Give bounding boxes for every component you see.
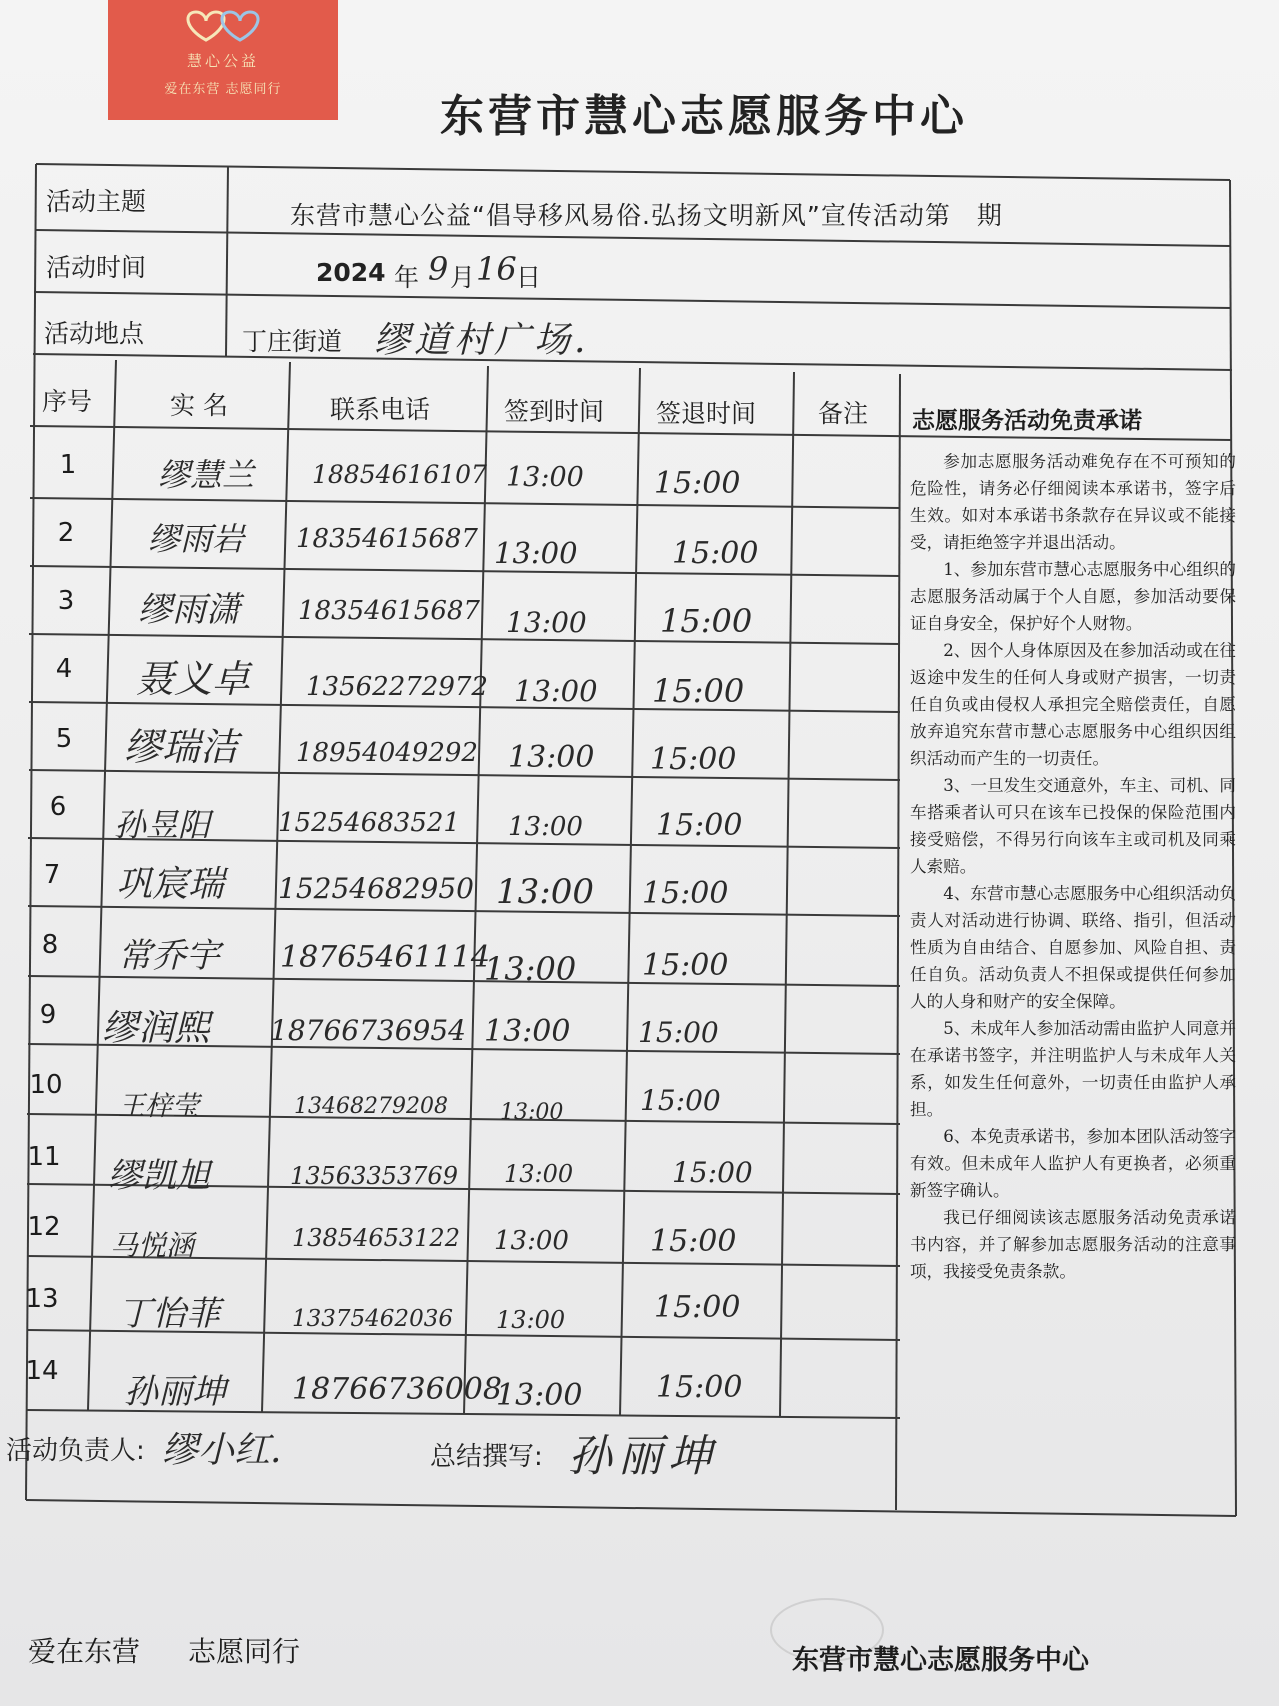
- row-checkout: 15:00: [654, 1290, 741, 1325]
- row-checkin: 13:00: [506, 462, 584, 493]
- row-number: 11: [27, 1142, 61, 1172]
- waiver-paragraph: 4、东营市慧心志愿服务中心组织活动负责人对活动进行协调、联络、指引，但活动性质为自由结合、自愿参加、风险自担、责任自负。活动负责人不担保或提供任何参加人的人身和财产的安全保障。: [910, 884, 1236, 1011]
- row-phone: 13468279208: [294, 1094, 448, 1119]
- writer-signature: 孙丽坤: [568, 1431, 718, 1482]
- place-printed: 丁庄街道: [242, 327, 343, 356]
- logo-slogan: 爱在东营 志愿同行: [164, 82, 282, 97]
- document-title: 东营市慧心志愿服务中心: [440, 91, 968, 142]
- row-checkout: 15:00: [642, 948, 729, 983]
- row-phone: 18354615687: [296, 524, 478, 554]
- row-name: 马悦涵: [110, 1229, 195, 1262]
- header-phone: 联系电话: [330, 395, 431, 424]
- row-number: 2: [57, 518, 75, 548]
- row-name: 缪雨岩: [148, 520, 245, 558]
- row-number: 5: [55, 724, 73, 754]
- row-checkin: 13:00: [500, 1100, 564, 1125]
- header-remark: 备注: [818, 399, 869, 428]
- time-day-unit: 日: [516, 263, 542, 292]
- logo-name: 慧心公益: [186, 52, 259, 70]
- row-phone: 13562272972: [306, 672, 488, 702]
- row-phone: 18354615687: [298, 596, 480, 626]
- leader-signature: 缪小红.: [162, 1430, 282, 1471]
- row-name: 丁怡菲: [118, 1294, 220, 1334]
- header-checkout: 签退时间: [656, 399, 757, 428]
- row-number: 14: [25, 1356, 59, 1386]
- row-number: 3: [57, 586, 75, 616]
- row-checkout: 15:00: [654, 466, 741, 501]
- row-number: 9: [39, 1000, 57, 1030]
- waiver-paragraph: 3、一旦发生交通意外，车主、司机、同车搭乘者认可只在该车已投保的保险范围内接受赔偿，不得另行向该车主或司机及同乘人索赔。: [910, 776, 1236, 876]
- row-checkin: 13:00: [496, 1306, 566, 1334]
- row-name: 缪慧兰: [158, 456, 255, 494]
- row-number: 7: [43, 860, 61, 890]
- waiver-text: [910, 448, 1236, 1285]
- row-checkout: 15:00: [640, 1084, 721, 1117]
- row-checkout: 15:00: [660, 602, 753, 640]
- row-number: 12: [27, 1212, 61, 1242]
- row-checkin: 13:00: [484, 1014, 571, 1049]
- theme-label: 活动主题: [46, 187, 147, 216]
- row-name: 孙丽坤: [124, 1372, 226, 1412]
- row-checkin: 13:00: [504, 1160, 574, 1188]
- row-checkin: 13:00: [494, 536, 578, 570]
- row-checkin: 13:00: [496, 872, 594, 912]
- row-checkin: 13:00: [506, 606, 587, 639]
- row-name: 孙昱阳: [114, 806, 211, 844]
- row-checkin: 13:00: [514, 674, 598, 708]
- row-phone: 18766736954: [270, 1014, 466, 1047]
- row-name: 缪润熙: [102, 1008, 211, 1049]
- waiver-title: 志愿服务活动免责承诺: [912, 408, 1142, 434]
- row-name: 聂义卓: [136, 657, 251, 701]
- row-phone: 15254682950: [278, 872, 474, 905]
- row-phone: 13563353769: [290, 1162, 458, 1190]
- row-name: 缪雨潇: [138, 590, 240, 630]
- row-phone: 18954049292: [296, 738, 478, 768]
- time-month-unit: 月: [450, 263, 476, 292]
- row-name: 缪凯旭: [108, 1156, 210, 1196]
- row-number: 8: [41, 930, 59, 960]
- row-checkout: 15:00: [652, 672, 745, 710]
- row-phone: 13854653122: [292, 1224, 460, 1252]
- row-checkin: 13:00: [508, 740, 595, 775]
- place-written: 缪道村广场.: [374, 320, 590, 361]
- row-checkin: 13:00: [494, 1226, 569, 1256]
- row-checkout: 15:00: [672, 536, 759, 571]
- place-label: 活动地点: [44, 319, 145, 348]
- row-checkout: 15:00: [650, 742, 737, 777]
- row-number: 10: [29, 1070, 63, 1100]
- header-no: 序号: [42, 387, 93, 416]
- row-checkout: 15:00: [656, 808, 743, 843]
- waiver-paragraph: 参加志愿服务活动难免存在不可预知的危险性，请务必仔细阅读本承诺书，签字后生效。如对本承诺书条款存在异议或不能接受，请拒绝签字并退出活动。: [910, 452, 1236, 552]
- row-name: 缪瑞洁: [124, 725, 239, 769]
- leader-label: 活动负责人:: [6, 1436, 145, 1466]
- row-number: 4: [55, 654, 73, 684]
- header-checkin: 签到时间: [504, 397, 605, 426]
- footer-slogan-part1: 爱在东营: [28, 1635, 141, 1668]
- time-year-unit: 年: [394, 263, 420, 292]
- waiver-paragraph: 5、未成年人参加活动需由监护人同意并在承诺书签字，并注明监护人与未成年人关系，如发生任何意外，一切责任由监护人承担。: [910, 1019, 1236, 1119]
- row-checkout: 15:00: [656, 1370, 743, 1405]
- footer-organization: 东营市慧心志愿服务中心: [792, 1645, 1089, 1676]
- row-checkin: 13:00: [496, 1378, 583, 1413]
- time-month: 9: [428, 250, 449, 288]
- row-checkout: 15:00: [638, 1016, 719, 1049]
- row-number: 1: [59, 450, 77, 480]
- row-phone: 18765461114: [280, 940, 490, 975]
- time-label: 活动时间: [46, 253, 147, 282]
- row-number: 13: [25, 1284, 59, 1314]
- waiver-paragraph: 1、参加东营市慧心志愿服务中心组织的志愿服务活动属于个人自愿，参加活动要保证自身安全，保护好个人财物。: [910, 560, 1236, 633]
- row-checkout: 15:00: [672, 1156, 753, 1189]
- row-phone: 18854616107: [312, 460, 487, 489]
- waiver-paragraph: 我已仔细阅读该志愿服务活动免责承诺书内容，并了解参加志愿服务活动的注意事项，我接受免责条款。: [910, 1208, 1236, 1281]
- header-name: 实名: [170, 391, 237, 420]
- row-phone: 18766736008: [292, 1372, 502, 1407]
- row-name: 巩宸瑞: [116, 864, 225, 905]
- footer-slogan: [28, 1630, 300, 1670]
- row-checkin: 13:00: [508, 812, 583, 842]
- row-checkout: 15:00: [642, 876, 729, 911]
- row-phone: 13375462036: [292, 1306, 453, 1332]
- writer-label: 总结撰写:: [430, 1442, 543, 1472]
- row-number: 6: [49, 792, 67, 822]
- row-checkout: 15:00: [650, 1224, 737, 1259]
- waiver-paragraph: 6、本免责承诺书，参加本团队活动签字有效。但未成年人监护人有更换者，必须重新签字确认。: [910, 1127, 1236, 1200]
- footer-slogan-part2: 志愿同行: [188, 1635, 301, 1668]
- row-phone: 15254683521: [278, 808, 460, 838]
- row-checkin: 13:00: [484, 950, 577, 988]
- time-day: 16: [476, 250, 517, 288]
- row-name: 常乔宇: [118, 936, 220, 976]
- waiver-paragraph: 2、因个人身体原因及在参加活动或在往返途中发生的任何人身或财产损害，一切责任自负或由侵权人承担完全赔偿责任，自愿放弃追究东营市慧心志愿服务中心组织因组织活动而产生的一切责任。: [910, 641, 1236, 768]
- theme-value: 东营市慧心公益“倡导移风易俗.弘扬文明新风”宣传活动第 期: [290, 201, 1003, 230]
- row-name: 王梓莹: [118, 1091, 199, 1122]
- time-year: 2024: [316, 258, 386, 287]
